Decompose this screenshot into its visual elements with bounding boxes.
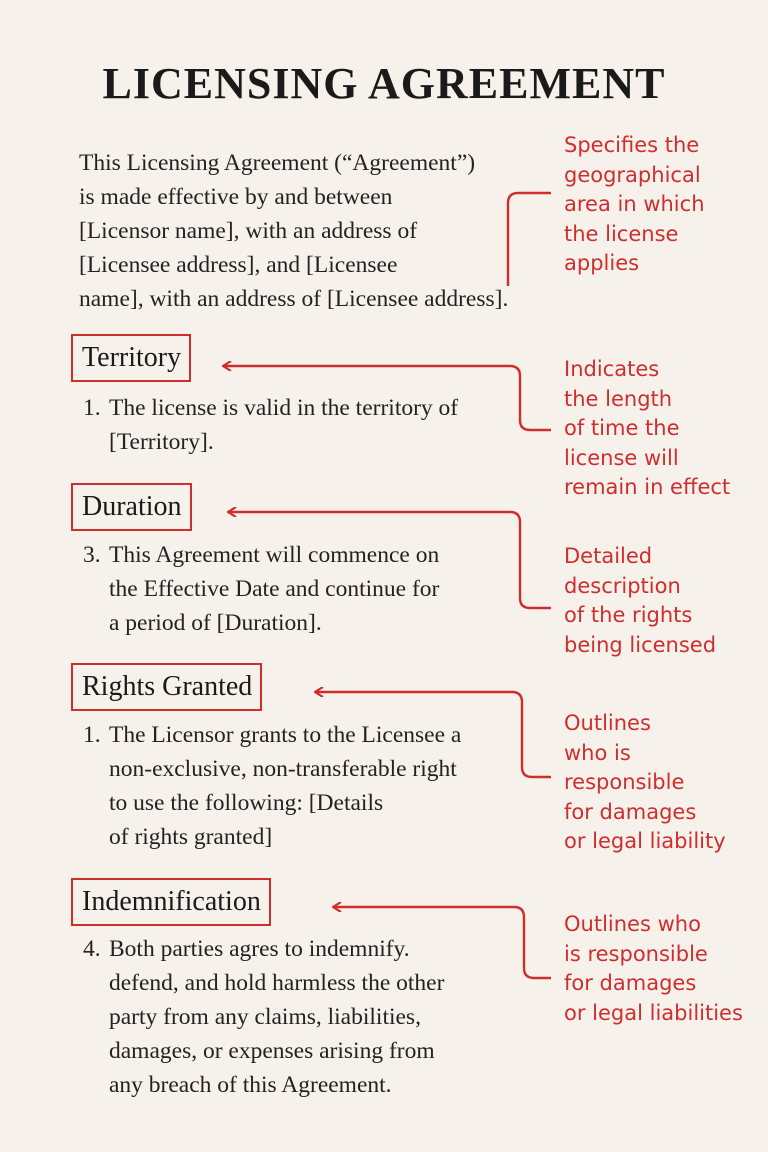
- annotation-line: Outlines who: [564, 912, 701, 936]
- annotation-line: responsible: [564, 770, 685, 794]
- annotation-line: being licensed: [564, 632, 717, 657]
- intro-line: This Licensing Agreement (“Agreement”): [79, 150, 476, 176]
- annotation-line: is responsible: [564, 941, 708, 966]
- connector-duration: [229, 512, 551, 608]
- clause-line: of rights granted]: [109, 824, 273, 850]
- annotation-line: area in which: [564, 192, 705, 216]
- annotation-line: Outlines: [564, 711, 651, 735]
- connector-territory: [224, 366, 551, 430]
- connector-rights-granted: [316, 692, 551, 777]
- annotation-line: remain in effect: [564, 475, 731, 499]
- clause-number: 1.: [83, 395, 101, 421]
- section-heading-duration: Duration: [71, 483, 192, 531]
- clause-line: any breach of this Agreement.: [109, 1072, 392, 1098]
- connector-indemnification: [334, 907, 551, 978]
- section-heading-indemnification: Indemnification: [71, 878, 271, 926]
- intro-line: is made effective by and between: [79, 184, 393, 210]
- annotation-line: Specifies the: [564, 133, 700, 157]
- clause-line: damages, or expenses arising from: [109, 1038, 435, 1064]
- clause-line: party from any claims, liabilities,: [109, 1004, 421, 1030]
- intro-line: name], with an address of [Licensee address].: [79, 286, 509, 312]
- intro-line: [Licensee address], and [Licensee: [79, 252, 398, 278]
- annotation-line: for damages: [564, 799, 697, 824]
- annotation-line: applies: [564, 251, 640, 275]
- annotation-line: of time the: [564, 416, 680, 440]
- connector-intro: [508, 193, 551, 286]
- document-title: LICENSING AGREEMENT: [102, 59, 666, 108]
- clause-line: non-exclusive, non-transferable right: [109, 756, 457, 782]
- intro-line: [Licensor name], with an address of: [79, 218, 418, 244]
- clause-number: 4.: [83, 936, 101, 962]
- clause-line: [Territory].: [109, 429, 214, 455]
- clause-line: the Effective Date and continue for: [109, 576, 440, 602]
- annotation-line: the length: [564, 386, 673, 411]
- clause-line: to use the following: [Details: [109, 790, 384, 816]
- annotation-line: or legal liabilities: [564, 1000, 743, 1025]
- section-heading-rights-granted: Rights Granted: [71, 663, 262, 711]
- annotation-line: Detailed: [564, 544, 653, 568]
- clause-line: Both parties agres to indemnify.: [109, 936, 410, 962]
- annotation-line: Indicates: [564, 357, 660, 381]
- annotation-line: the license: [564, 221, 679, 246]
- clause-line: defend, and hold harmless the other: [109, 970, 445, 996]
- clause-line: The Licensor grants to the Licensee a: [109, 722, 462, 748]
- annotation-line: geographical: [564, 162, 701, 187]
- annotation-line: who is: [564, 740, 631, 765]
- annotation-line: or legal liability: [564, 829, 726, 853]
- annotation-line: for damages: [564, 971, 697, 995]
- section-heading-territory: Territory: [71, 334, 191, 382]
- annotation-line: description: [564, 573, 681, 598]
- clause-line: a period of [Duration].: [109, 610, 322, 636]
- clause-number: 3.: [83, 542, 101, 568]
- clause-number: 1.: [83, 722, 101, 748]
- annotation-line: license will: [564, 445, 679, 470]
- clause-line: The license is valid in the territory of: [109, 395, 459, 421]
- annotation-line: of the rights: [564, 603, 693, 627]
- clause-line: This Agreement will commence on: [109, 542, 440, 568]
